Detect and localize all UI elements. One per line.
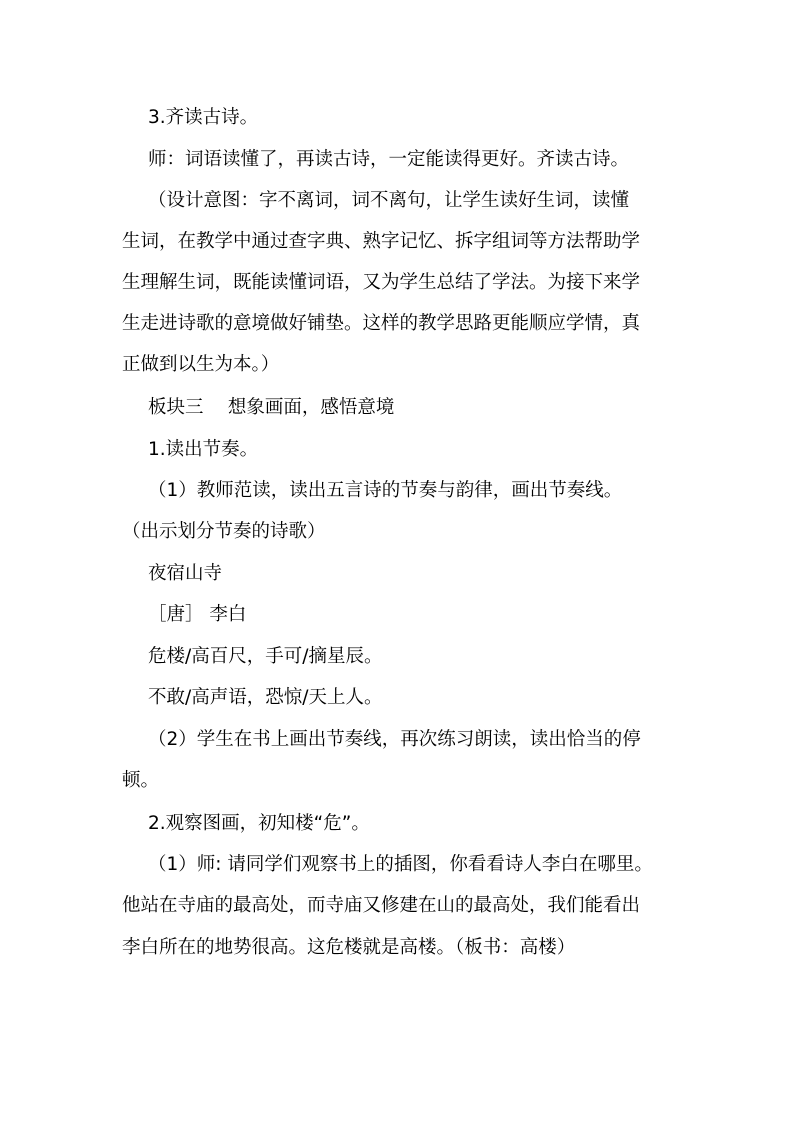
text-line-19: （1）师: 请同学们观察书上的插图，你看看诗人李白在哪里。	[148, 854, 653, 875]
text-line-16: （2）学生在书上画出节奏线，再次练习朗读，读出恰当的停	[148, 729, 641, 750]
poem-title: 夜宿山寺	[148, 563, 223, 584]
text-line-2: 师：词语读懂了，再读古诗，一定能读得更好。齐读古诗。	[148, 149, 630, 170]
text-line-3: （设计意图：字不离词，词不离句，让学生读好生词，读懂	[148, 190, 630, 211]
poem-line-2: 不敢/高声语，恐惊/天上人。	[148, 687, 383, 708]
text-line-4: 生词，在教学中通过查字典、熟字记忆、拆字组词等方法帮助学	[122, 231, 641, 252]
section-heading: 板块三 想象画面，感悟意境	[148, 397, 395, 418]
text-line-5: 生理解生词，既能读懂词语，又为学生总结了学法。为接下来学	[122, 272, 641, 293]
text-line-6: 生走进诗歌的意境做好铺垫。这样的教学思路更能顺应学情，真	[122, 313, 641, 334]
text-line-21: 李白所在的地势很高。这危楼就是高楼。（板书：高楼）	[122, 937, 576, 958]
text-line-10: （1）教师范读，读出五言诗的节奏与韵律，画出节奏线。	[148, 480, 623, 501]
text-line-17: 顿。	[122, 770, 160, 791]
text-line-9: 1.读出节奏。	[148, 439, 259, 460]
text-line-18: 2.观察图画，初知楼“危”。	[148, 813, 370, 834]
poem-line-1: 危楼/高百尺，手可/摘星辰。	[148, 646, 383, 667]
text-line-7: 正做到以生为本。）	[122, 354, 280, 375]
poem-author: ［唐］ 李白	[148, 604, 247, 625]
text-line-11: （出示划分节奏的诗歌）	[122, 521, 326, 542]
text-line-1: 3.齐读古诗。	[148, 107, 259, 128]
text-line-20: 他站在寺庙的最高处，而寺庙又修建在山的最高处，我们能看出	[122, 895, 641, 916]
